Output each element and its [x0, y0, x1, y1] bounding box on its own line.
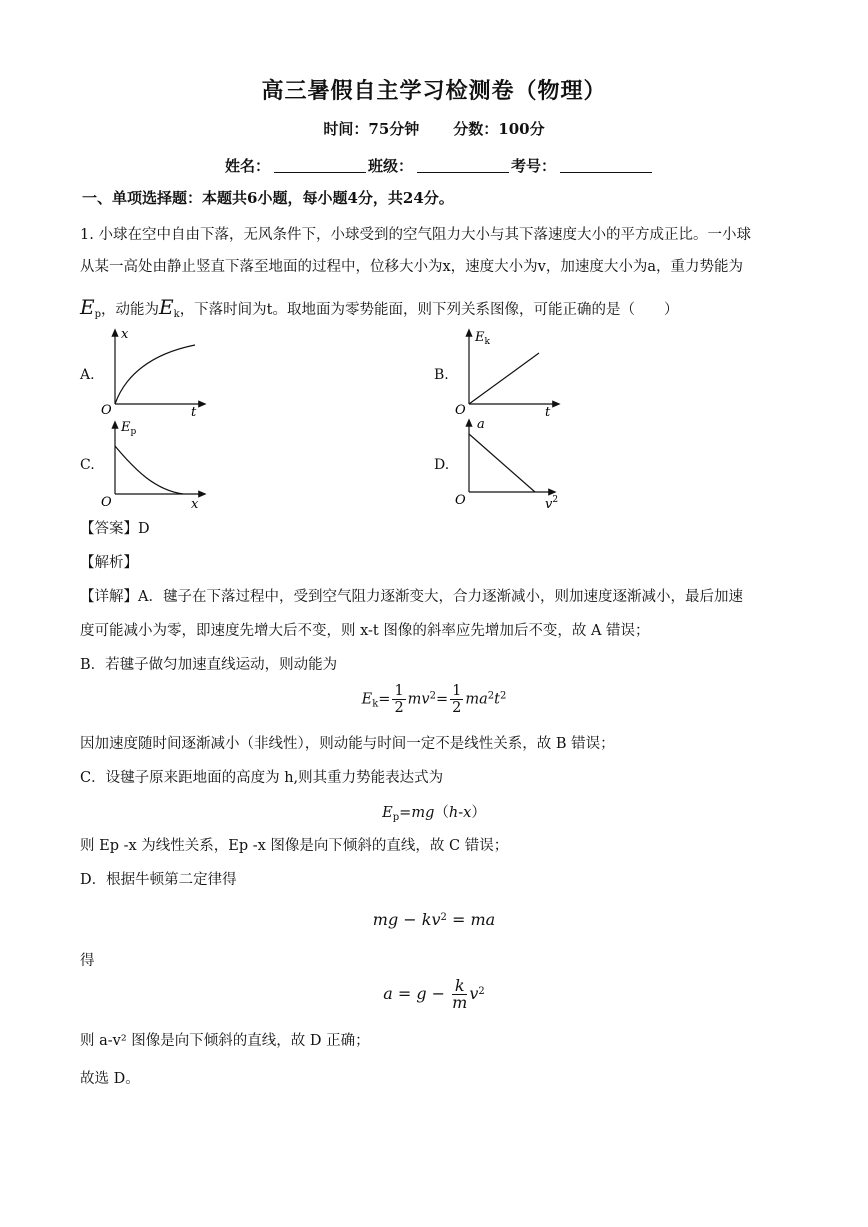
option-a-curve: [115, 345, 195, 404]
q-text-a: ，动能为: [101, 302, 160, 318]
option-c-y-label: $E_p$: [121, 420, 137, 437]
equation-b: $E_k=$ $\frac{1}{2}$ $mv^2=$ $\frac{1}{2}$ $ma^2t^2$: [361, 683, 507, 716]
exam-score: 分数：100分: [453, 120, 545, 138]
option-d-x-label: $v^2$: [545, 495, 559, 510]
option-d-label[interactable]: D.: [434, 457, 450, 473]
option-d-graph: [449, 418, 569, 510]
ek-symbol: E: [159, 295, 174, 319]
equation-c: $E_p=mg(h-x)$: [382, 805, 486, 823]
detail-line-1: 【详解】A．毽子在下落过程中，受到空气阻力逐渐变大，合力逐渐减小，则加速度逐渐减小，最后加速: [80, 589, 743, 605]
option-b-x-label: t: [545, 405, 551, 418]
exam-no-label: 考号：: [511, 157, 557, 175]
student-info-line: [225, 155, 654, 176]
option-c-label[interactable]: C.: [80, 457, 95, 473]
detail-line-2: 度可能减小为零，即速度先增大后不变，则 x-t 图像的斜率应先增加后不变，故 A 错误；: [80, 623, 650, 639]
ep-symbol: E: [80, 295, 95, 319]
option-a-label[interactable]: A.: [80, 367, 95, 383]
exam-time: 时间：75分钟: [323, 120, 420, 138]
exam-title: 高三暑假自主学习检测卷（物理）: [261, 78, 607, 104]
option-d-y-label: a: [477, 418, 485, 432]
ek-sub: k: [173, 309, 180, 320]
ep-sub: p: [94, 309, 102, 320]
conclusion-line: 故选 D。: [80, 1071, 140, 1087]
name-blank[interactable]: [274, 158, 366, 173]
answer-line: 【答案】D: [80, 521, 150, 537]
option-a-graph: [95, 326, 215, 418]
option-b-origin: O: [455, 403, 466, 418]
detail-c-line-2: 则 Ep -x 为线性关系，Ep -x 图像是向下倾斜的直线，故 C 错误；: [80, 838, 509, 854]
detail-d-line-2: 得: [80, 953, 95, 969]
detail-b-line-1: B．若毽子做匀加速直线运动，则动能为: [80, 657, 338, 673]
option-b-graph: [449, 326, 569, 418]
analysis-label: 【解析】: [80, 555, 138, 571]
class-label: 班级：: [368, 157, 414, 175]
equation-d-1: mg − $kv^2$ = ma: [372, 910, 496, 929]
equation-d-2: a = g − $\frac{k}{m}$ $v^2$: [383, 976, 485, 1012]
option-d-origin: O: [455, 493, 466, 508]
option-b-y-label: $E_k$: [475, 330, 490, 347]
option-c-graph: [95, 418, 215, 510]
option-c-curve: [115, 446, 183, 494]
option-d-line: [469, 434, 535, 492]
question-line-1: 1. 小球在空中自由下落，无风条件下，小球受到的空气阻力大小与其下落速度大小的平方成正比。一小球: [80, 227, 751, 243]
q-text-b: ，下落时间为t。取地面为零势能面，则下列关系图像，可能正确的是（ ）: [179, 302, 679, 318]
section-heading: 一、单项选择题：本题共6小题，每小题4分，共24分。: [82, 189, 454, 207]
question-line-2: 从某一高处由静止竖直下落至地面的过程中，位移大小为x，速度大小为v，加速度大小为a，重力势能为: [80, 259, 744, 275]
option-b-label[interactable]: B.: [434, 367, 449, 383]
question-line-3: [80, 296, 679, 326]
option-a-x-label: t: [191, 405, 197, 418]
detail-c-line-1: C．设毽子原来距地面的高度为 h,则其重力势能表达式为: [80, 770, 444, 786]
name-label: 姓名：: [225, 157, 271, 175]
option-c-origin: O: [101, 495, 112, 510]
detail-d-line-1: D．根据牛顿第二定律得: [80, 872, 237, 888]
detail-d-line-3: 则 a-v² 图像是向下倾斜的直线，故 D 正确；: [80, 1033, 370, 1049]
option-b-line: [469, 353, 539, 404]
exam-no-blank[interactable]: [560, 158, 652, 173]
option-c-x-label: x: [191, 497, 199, 510]
option-a-origin: O: [101, 403, 112, 418]
detail-b-line-2: 因加速度随时间逐渐减小（非线性），则动能与时间一定不是线性关系，故 B 错误；: [80, 736, 615, 752]
option-a-y-label: x: [121, 327, 129, 342]
exam-meta: [0, 118, 868, 139]
class-blank[interactable]: [417, 158, 509, 173]
